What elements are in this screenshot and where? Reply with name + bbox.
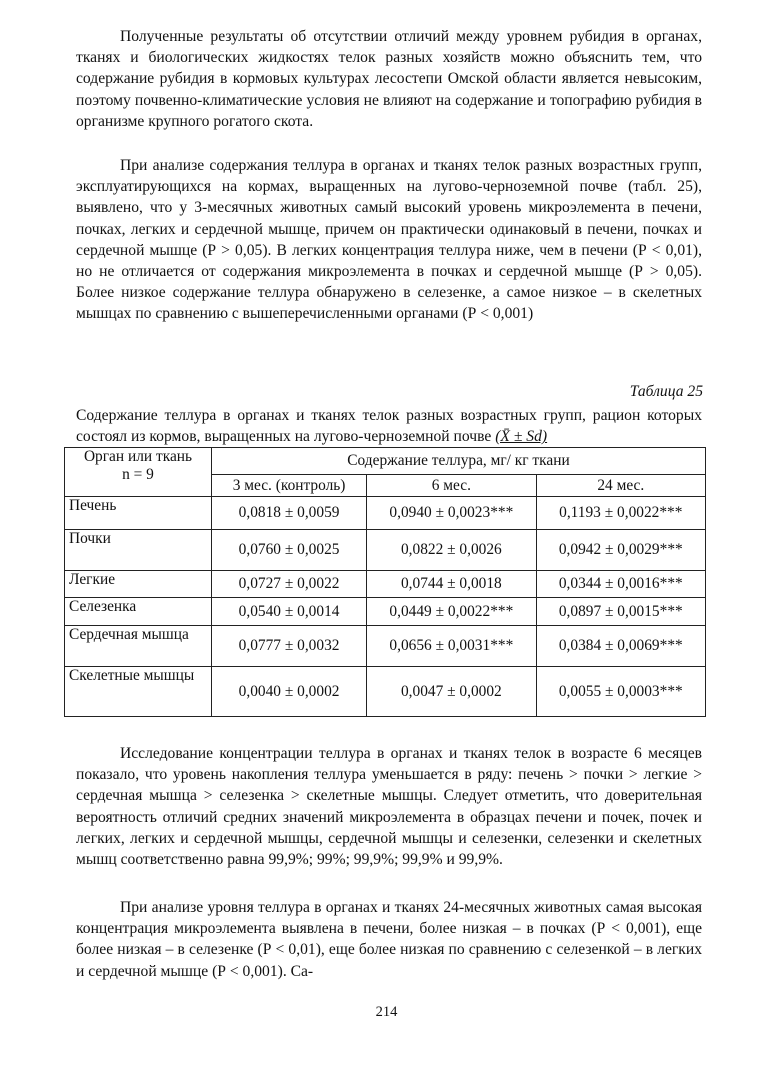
table-row [65, 571, 706, 598]
table-row [65, 497, 706, 530]
header-age-6-months: 6 мес. [367, 475, 536, 497]
cell-24-months: 0,0344 ± 0,0016*** [536, 571, 705, 598]
header-organ-label: Орган или ткань [83, 448, 193, 465]
cell-3-months: 0,0818 ± 0,0059 [212, 497, 367, 530]
row-organ: Почки [65, 530, 212, 571]
cell-6-months: 0,0449 ± 0,0022*** [367, 598, 536, 626]
row-organ: Легкие [65, 571, 212, 598]
page-number: 214 [375, 1004, 398, 1020]
row-organ: Скелетные мышцы [65, 667, 212, 717]
cell-6-months: 0,0940 ± 0,0023*** [367, 497, 536, 530]
cell-3-months: 0,0760 ± 0,0025 [212, 530, 367, 571]
row-organ: Сердечная мышца [65, 626, 212, 667]
cell-6-months: 0,0822 ± 0,0026 [367, 530, 536, 571]
cell-24-months: 0,0055 ± 0,0003*** [536, 667, 705, 717]
cell-3-months: 0,0040 ± 0,0002 [212, 667, 367, 717]
cell-24-months: 0,1193 ± 0,0022*** [536, 497, 705, 530]
header-sample-size: n = 9 [122, 466, 154, 483]
cell-24-months: 0,0384 ± 0,0069*** [536, 626, 705, 667]
paragraph-tellurium-6-months: Исследование концентрации теллура в органах и тканях телок в возрасте 6 месяцев показало, что уровень накопления теллура уменьшается в ряду: печень > почки > легкие > сердечная мышца > селезенка > скелетные мышцы. Следует отметить, что доверительная вероятность отличий средних значений микроэлемента в образцах печени и почек, почек и легких, легких и сердечной мышцы, сердечной мышцы и селезенки, селезенки и скелетных мышц соответственно равна 99,9%; 99%; 99,9%; 99,9% и 99,9%. [76, 745, 702, 869]
header-tellurium-content: Содержание теллура, мг/ кг ткани [212, 448, 706, 475]
table-row [65, 626, 706, 667]
cell-3-months: 0,0727 ± 0,0022 [212, 571, 367, 598]
cell-6-months: 0,0656 ± 0,0031*** [367, 626, 536, 667]
paragraph-tellurium-3-months: При анализе содержания теллура в органах и тканях телок разных возрастных групп, эксплуатирующихся на кормах, выращенных на лугово-черноземной почве (табл. 25), выявлено, что у 3-месячных животных самый высокий уровень микроэлемента в печени, почках, легких и сердечной мышце, причем он практически одинаковый в печени, почках и сердечной мышце (Р > 0,05). В легких концентрация теллура ниже, чем в печени (Р < 0,01), но не отличается от содержания микроэлемента в почках и сердечной мышце (Р > 0,05). Более низкое содержание теллура обнаружено в селезенке, а самое низкое – в скелетных мышцах по сравнению с вышеперечисленными органами (Р < 0,001) [76, 157, 702, 323]
table-caption-stat: (X̄ ± Sd) [495, 428, 548, 446]
table-title: Таблица 25 [629, 383, 703, 400]
header-organ [65, 448, 212, 497]
header-age-3-months: 3 мес. (контроль) [212, 475, 367, 497]
header-age-24-months: 24 мес. [536, 475, 705, 497]
paragraph-tellurium-24-months: При анализе уровня теллура в органах и тканях 24-месячных животных самая высокая концентрация микроэлемента выявлена в печени, более низкая – в почках (Р < 0,001), еще более низкая – в селезенке (Р < 0,01), еще более низкая по сравнению с селезенкой – в легких и сердечной мышце (Р < 0,001). Са- [76, 899, 702, 980]
row-organ: Селезенка [65, 598, 212, 626]
cell-3-months: 0,0540 ± 0,0014 [212, 598, 367, 626]
table-caption-text: Содержание теллура в органах и тканях телок разных возрастных групп, рацион которых состоял из кормов, выращенных на лугово-черноземной почве [76, 407, 702, 446]
row-organ: Печень [65, 497, 212, 530]
cell-24-months: 0,0897 ± 0,0015*** [536, 598, 705, 626]
cell-24-months: 0,0942 ± 0,0029*** [536, 530, 705, 571]
cell-6-months: 0,0047 ± 0,0002 [367, 667, 536, 717]
cell-3-months: 0,0777 ± 0,0032 [212, 626, 367, 667]
tellurium-table [64, 447, 706, 717]
table-row [65, 598, 706, 626]
cell-6-months: 0,0744 ± 0,0018 [367, 571, 536, 598]
paragraph-rubidium-conclusion: Полученные результаты об отсутствии отличий между уровнем рубидия в органах, тканях и биологических жидкостях телок разных хозяйств можно объяснить тем, что содержание рубидия в кормовых культурах лесостепи Омской области является невысоким, поэтому почвенно-климатические условия не влияют на содержание и топографию рубидия в организме крупного рогатого скота. [76, 28, 702, 130]
table-caption [76, 405, 702, 447]
table-row [65, 530, 706, 571]
table-row [65, 667, 706, 717]
